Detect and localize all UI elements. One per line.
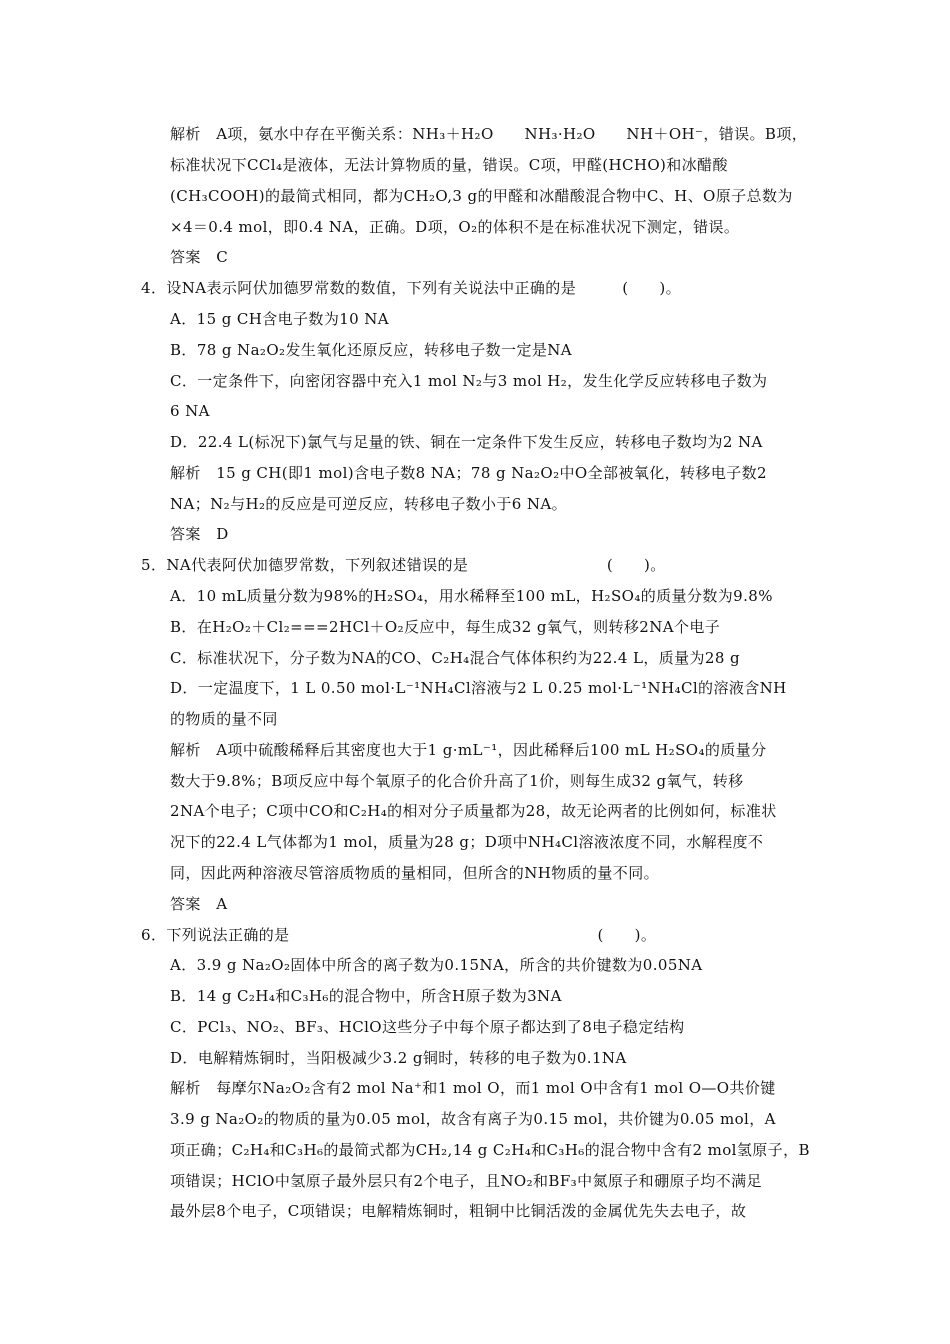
option-a: A．10 mL质量分数为98%的H₂SO₄，用水稀释至100 mL，H₂SO₄的质量分数为9.8% bbox=[170, 587, 773, 605]
analysis-line: 最外层8个电子，C项错误；电解精炼铜时，粗铜中比铜活泼的金属优先失去电子，故 bbox=[170, 1202, 747, 1220]
text-line: 标准状况下CCl₄是液体，无法计算物质的量，错误。C项，甲醛(HCHO)和冰醋酸 bbox=[170, 156, 728, 174]
analysis-line: 2NA个电子；C项中CO和C₂H₄的相对分子质量都为28，故无论两者的比例如何，标准状 bbox=[170, 802, 777, 820]
text-line: (CH₃COOH)的最简式相同，都为CH₂O,3 g的甲醛和冰醋酸混合物中C、H、O原子总数为 bbox=[170, 187, 793, 205]
option-d-cont: 的物质的量不同 bbox=[170, 710, 278, 728]
answer-line: 答案 A bbox=[170, 895, 228, 913]
option-c-cont: 6 NA bbox=[170, 402, 210, 420]
question-5-stem: 5．NA代表阿伏加德罗常数，下列叙述错误的是 ( )。 bbox=[141, 556, 666, 574]
analysis-line: 项正确；C₂H₄和C₃H₆的最简式都为CH₂,14 g C₂H₄和C₃H₆的混合物中含有2 mol氢原子，B bbox=[170, 1141, 810, 1159]
analysis-line: 项错误；HClO中氢原子最外层只有2个电子，且NO₂和BF₃中氮原子和硼原子均不满足 bbox=[170, 1172, 762, 1190]
option-d: D．电解精炼铜时，当阳极减少3.2 g铜时，转移的电子数为0.1NA bbox=[170, 1049, 627, 1067]
option-b: B．14 g C₂H₄和C₃H₆的混合物中，所含H原子数为3NA bbox=[170, 987, 562, 1005]
option-c: C．标准状况下，分子数为NA的CO、C₂H₄混合气体体积约为22.4 L，质量为28 g bbox=[170, 649, 740, 667]
option-d: D．22.4 L(标况下)氯气与足量的铁、铜在一定条件下发生反应，转移电子数均为2 NA bbox=[170, 433, 763, 451]
answer-line: 答案 C bbox=[170, 248, 229, 266]
answer-line: 答案 D bbox=[170, 525, 229, 543]
text-line: ×4＝0.4 mol，即0.4 NA，正确。D项，O₂的体积不是在标准状况下测定，错误。 bbox=[170, 218, 740, 236]
analysis-line: 况下的22.4 L气体都为1 mol，质量为28 g；D项中NH₄Cl溶液浓度不同，水解程度不 bbox=[170, 833, 764, 851]
analysis-line: 解析 15 g CH(即1 mol)含电子数8 NA；78 g Na₂O₂中O全部被氧化，转移电子数2 bbox=[170, 464, 767, 482]
option-a: A．3.9 g Na₂O₂固体中所含的离子数为0.15NA，所含的共价键数为0.05NA bbox=[170, 956, 703, 974]
question-6-stem: 6．下列说法正确的是 ( )。 bbox=[141, 926, 657, 944]
analysis-line: 数大于9.8%；B项反应中每个氧原子的化合价升高了1价，则每生成32 g氧气，转移 bbox=[170, 772, 744, 790]
option-c: C．一定条件下，向密闭容器中充入1 mol N₂与3 mol H₂，发生化学反应转移电子数为 bbox=[170, 372, 768, 390]
analysis-line: 解析 每摩尔Na₂O₂含有2 mol Na⁺和1 mol O，而1 mol O中含有1 mol O—O共价键 bbox=[170, 1079, 776, 1097]
analysis-line: 3.9 g Na₂O₂的物质的量为0.05 mol，故含有离子为0.15 mol，共价键为0.05 mol，A bbox=[170, 1110, 776, 1128]
option-b: B．78 g Na₂O₂发生氧化还原反应，转移电子数一定是NA bbox=[170, 341, 572, 359]
analysis-line: NA；N₂与H₂的反应是可逆反应，转移电子数小于6 NA。 bbox=[170, 495, 568, 513]
analysis-line: 解析 A项中硫酸稀释后其密度也大于1 g·mL⁻¹，因此稀释后100 mL H₂SO₄的质量分 bbox=[170, 741, 767, 759]
option-a: A．15 g CH含电子数为10 NA bbox=[170, 310, 390, 328]
question-4-stem: 4．设NA表示阿伏加德罗常数的数值，下列有关说法中正确的是 ( )。 bbox=[141, 279, 682, 297]
text-line: 解析 A项，氨水中存在平衡关系：NH₃＋H₂O NH₃·H₂O NH＋OH⁻，错误。B项， bbox=[170, 125, 808, 143]
option-b: B．在H₂O₂＋Cl₂===2HCl＋O₂反应中，每生成32 g氧气，则转移2NA个电子 bbox=[170, 618, 721, 636]
option-d: D．一定温度下，1 L 0.50 mol·L⁻¹NH₄Cl溶液与2 L 0.25 mol·L⁻¹NH₄Cl的溶液含NH bbox=[170, 679, 787, 697]
option-c: C．PCl₃、NO₂、BF₃、HClO这些分子中每个原子都达到了8电子稳定结构 bbox=[170, 1018, 685, 1036]
analysis-line: 同，因此两种溶液尽管溶质物质的量相同，但所含的NH物质的量不同。 bbox=[170, 864, 660, 882]
